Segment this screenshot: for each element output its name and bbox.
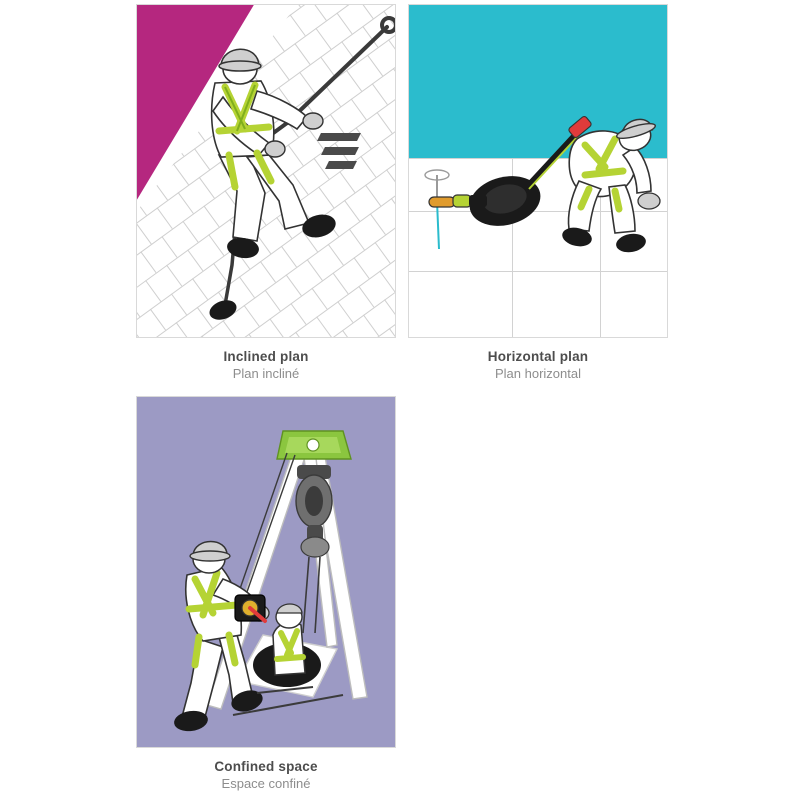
caption-inclined-plan: [136, 348, 396, 382]
panel-confined-space: [136, 396, 396, 792]
illustration-confined-space: [136, 396, 396, 748]
hand-winch-unit: [235, 595, 265, 621]
caption-title: Confined space: [214, 759, 318, 774]
tripod-head: [277, 431, 351, 459]
worker-in-manhole: [273, 604, 305, 675]
worker-inclined-figure: [137, 5, 396, 338]
confined-space-scene: [137, 397, 396, 748]
glove-right: [638, 193, 660, 209]
glove-right: [303, 113, 323, 129]
winch-icon: [296, 465, 332, 557]
caption-subtitle: Plan horizontal: [495, 366, 581, 381]
lanyard-icon: [257, 18, 396, 145]
boot-right: [615, 232, 648, 255]
illustration-inclined-plan: [136, 4, 396, 338]
caption-subtitle: Plan incliné: [232, 366, 300, 381]
caption-title: Horizontal plan: [487, 349, 589, 364]
caption-subtitle: Espace confiné: [221, 776, 311, 791]
glove-left: [265, 141, 285, 157]
helmet-icon: [190, 542, 230, 574]
illustration-horizontal-plan: [408, 4, 668, 338]
helmet-icon: [219, 49, 261, 84]
caption-title: Inclined plan: [223, 349, 309, 364]
worker-horizontal-figure: [409, 5, 668, 338]
caption-confined-space: [136, 758, 396, 792]
anchor-icon: [425, 170, 449, 201]
karabiner-icon: [429, 195, 471, 207]
caption-horizontal-plan: [408, 348, 668, 382]
panel-inclined-plan: [136, 4, 396, 382]
panel-horizontal-plan: [408, 4, 668, 382]
